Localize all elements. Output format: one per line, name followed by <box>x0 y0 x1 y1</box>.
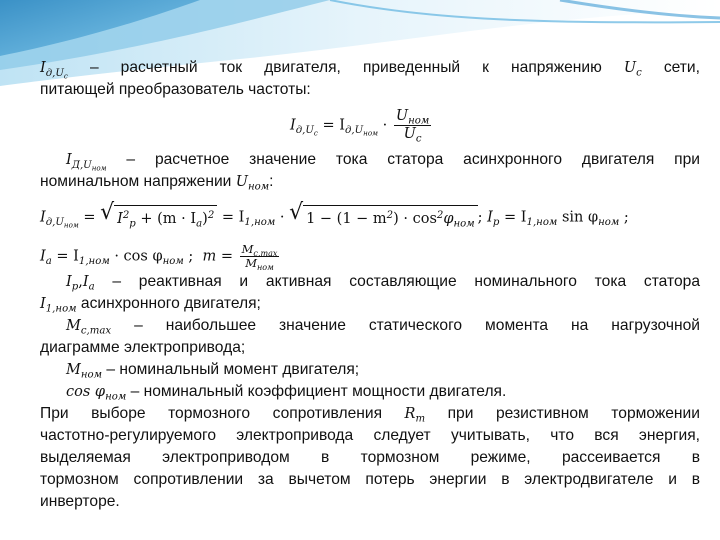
p6-line: $\cos \varphi_{ном}$ – номинальный коэффициент мощности двигателя. <box>66 383 507 403</box>
p7-line2: частотно-регулируемого электропривода следует учитывать, что вся энергия, <box>40 427 700 444</box>
symbol-uc: $U_c$ <box>623 60 642 79</box>
p3-line1: $I_p,I_a$ – реактивная и активная составляющие номинального тока статора <box>66 273 700 293</box>
p4-line2: диаграмме электропривода; <box>40 339 246 356</box>
p1-line2: питающей преобразователь частоты: <box>40 81 311 98</box>
symbol-i-d-uc: $I_{д,U_c}$ <box>40 60 68 81</box>
p7-line4: тормозном сопротивлении за вычетом потерь энергии в электродвигателе и в <box>40 471 700 488</box>
p7-line1: При выборе тормозного сопротивления $R_т$ при резистивном торможении <box>40 405 700 425</box>
equation-2: $I_{д,U_{ном}}$ = √ $I^2_p + (m \cdot I_a)^2 = I_{1,ном}$ · √ $1 - (1 - m^2) \cdot \cos^2\varphi_{ном}$ ; $I_p = I_{1,ном}$ $\sin \varphi_{ном}$ ; <box>40 199 629 230</box>
p2-line2: номинальном напряжении $U_{ном}$: <box>40 173 274 193</box>
p1-text: – расчетный ток двигателя, приведенный к напряжению <box>89 59 602 76</box>
p2-line1: $I_{Д,U_{ном}}$ – расчетное значение тока статора асинхронного двигателя при <box>66 151 701 173</box>
p7-line5: инверторе. <box>40 493 120 510</box>
equation-1: $I_{д,U_c} = I_{д,U_{ном}}$ · $\frac{U_{ном}}{U_c}$ <box>290 107 430 145</box>
p5-line: $M_{ном}$ – номинальный момент двигателя; <box>66 361 360 381</box>
p4-line1: $M_{c,max}$ – наибольшее значение статического момента на нагрузочной <box>66 317 700 337</box>
document-body <box>40 57 700 513</box>
p7-line3: выделяемая электроприводом в тормозном режиме, рассеивается в <box>40 449 700 466</box>
p1-line1 <box>40 57 700 79</box>
p1-text-end: сети, <box>663 59 700 76</box>
equation-3: $I_a = I_{1,ном} \cdot \cos \varphi_{ном}$ ; m = $\frac{M_{c,max}}{M_{ном}}$ <box>40 241 278 272</box>
p3-line2: $I_{1,ном}$ асинхронного двигателя; <box>40 295 261 315</box>
